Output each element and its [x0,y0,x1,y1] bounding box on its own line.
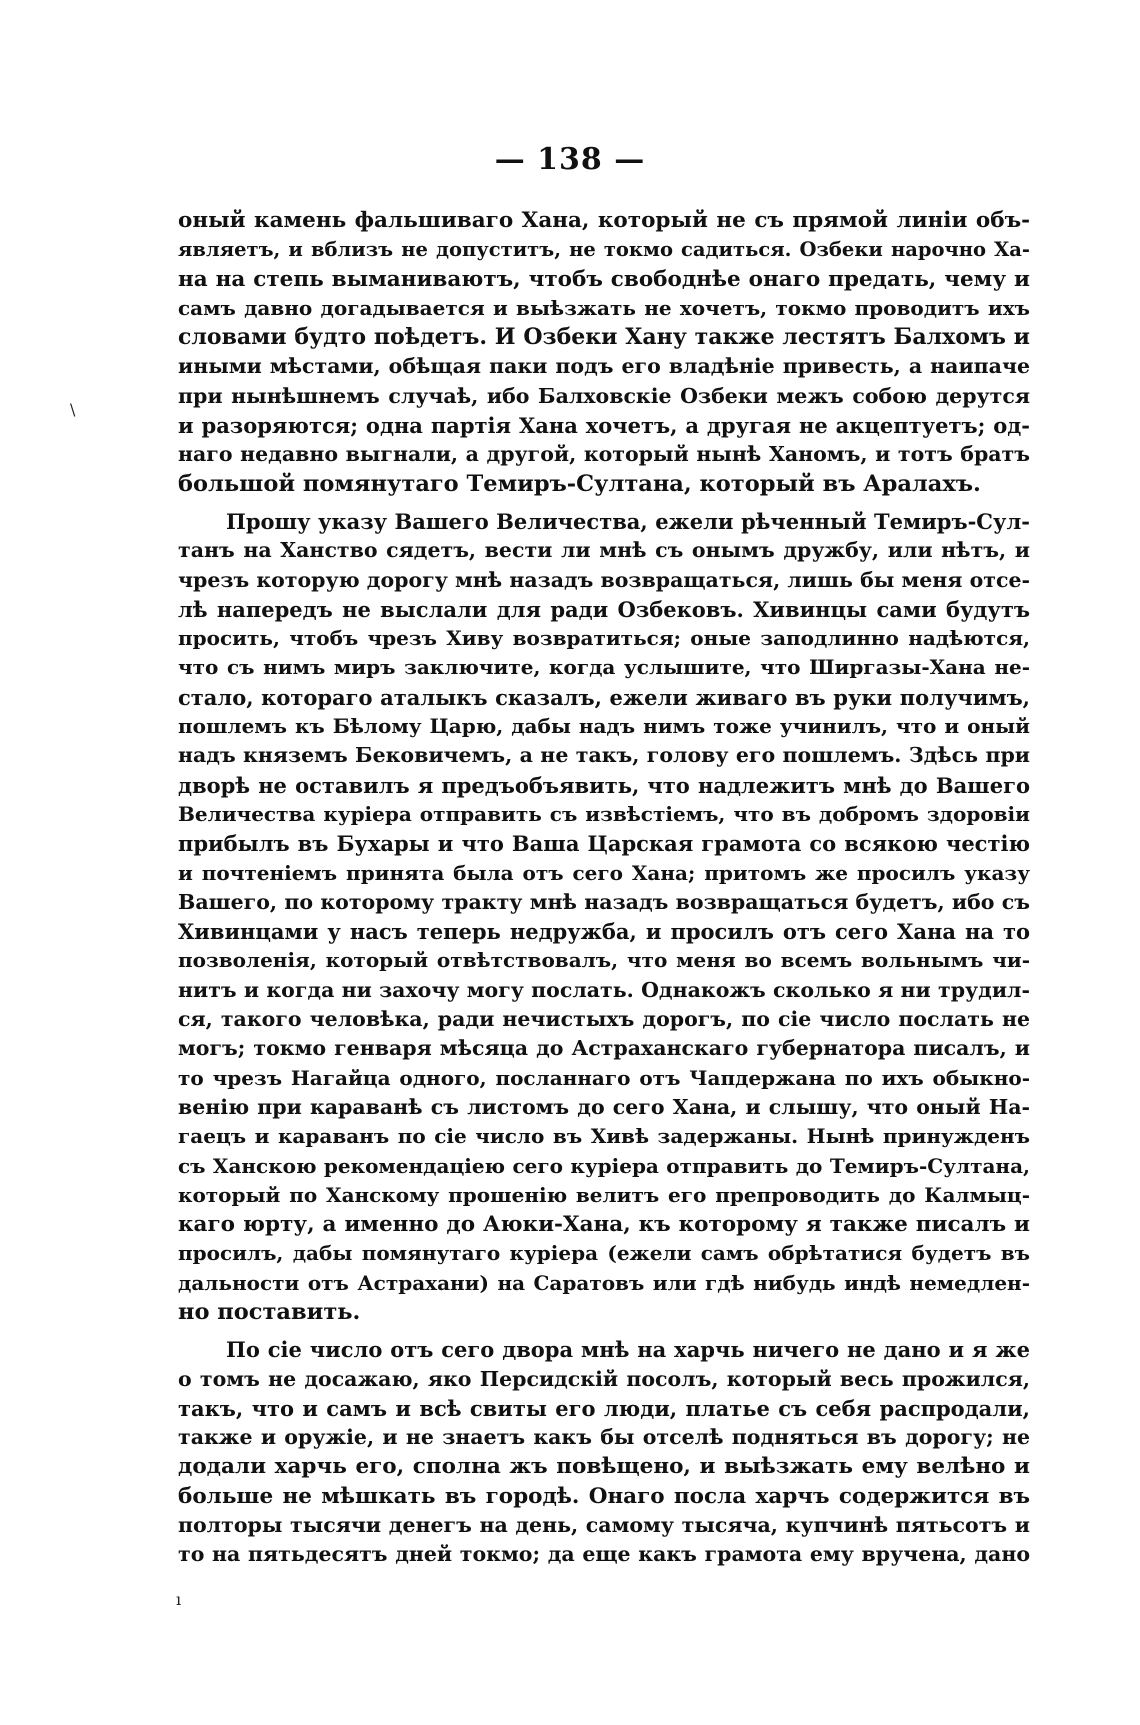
text-line: дальности отъ Астрахани) на Саратовъ или гдѣ нибудь индѣ немедлен- [178,1270,1030,1295]
text-line: ся, такого человѣка, ради нечистыхъ дорогъ, по сіе число послать не [178,1007,1030,1032]
text-line: наго недавно выгнали, а другой, который нынѣ Ханомъ, и тотъ братъ [178,442,1030,467]
text-line: надъ княземъ Бековичемъ, а не такъ, голову его пошлемъ. Здѣсь при [178,743,1030,768]
text-line: лѣ напередъ не выслали для ради Озбековъ. Хивинцы сами будутъ [178,596,1030,622]
paragraph [178,206,1030,499]
text-line: и почтеніемъ принята была отъ сего Хана; притомъ же просилъ указу [178,860,1030,885]
text-line: пошлемъ къ Бѣлому Царю, дабы надъ нимъ тоже учинилъ, что и оный [178,714,1030,739]
text-line: то чрезъ Нагайца одного, посланнаго отъ Чапдержана по ихъ обыкно- [178,1065,1030,1090]
text-line: такъ, что и самъ и всѣ свиты его люди, платье съ себя распродали, [178,1395,1030,1421]
text-line: Вашего, по которому тракту мнѣ назадъ возвращаться будетъ, ибо съ [178,889,1030,914]
margin-mark: \ [70,400,76,419]
text-line: чрезъ которую дорогу мнѣ назадъ возвращаться, лишь бы меня отсе- [178,567,1030,592]
text-line: позволенія, который отвѣтствовалъ, что меня во всемъ вольнымъ чи- [178,948,1030,973]
text-line: являетъ, и вблизъ не допуститъ, не токмо садиться. Озбеки нарочно Ха- [178,238,1030,262]
text-line: съ Ханскою рекомендаціею сего куріера отправить до Темиръ-Султана, [178,1153,1030,1178]
paragraph [178,507,1030,1327]
page-number: — 138 — [494,142,646,177]
text-line: просилъ, дабы помянутаго куріера (ежели самъ обрѣтатися будетъ въ [178,1241,1030,1266]
text-line: словами будто поѣдетъ. И Озбеки Хану также лестятъ Балхомъ и [178,324,1030,351]
text-line: дворѣ не оставилъ я предъобъявить, что надлежитъ мнѣ до Вашего [178,772,1030,798]
text-line: нитъ и когда ни захочу могу послать. Однакожъ сколько я ни трудил- [178,977,1030,1002]
text-line: иными мѣстами, обѣщая паки подъ его владѣніе привесть, а наипаче [178,354,1030,379]
text-line: гаецъ и караванъ по сіе число въ Хивѣ задержаны. Нынѣ принужденъ [178,1124,1030,1149]
paragraph-gap [178,1327,1030,1335]
text-line: но поставить. [178,1298,361,1325]
text-line: додали харчь его, сполна жъ повѣщено, и выѣзжать ему велѣно и [178,1454,1030,1480]
text-line: каго юрту, а именно до Аюки-Хана, къ которому я также писалъ и [178,1212,1030,1238]
text-line: который по Ханскому прошенію велитъ его препроводить до Калмыц- [178,1182,1030,1207]
text-line: больше не мѣшкать въ городѣ. Онаго посла харчъ содержится въ [178,1483,1030,1509]
text-line: Величества куріера отправить съ извѣстіемъ, что въ добромъ здоровіи [178,801,1030,826]
text-line: стало, котораго аталыкъ сказалъ, ежели живаго въ руки получимъ, [178,684,1030,710]
text-line: при нынѣшнемъ случаѣ, ибо Балховскіе Озбеки межъ собою дерутся [178,383,1030,408]
text-line: просить, чтобъ чрезъ Хиву возвратиться; оные заподлинно надѣются, [178,626,1030,651]
text-line: Прошу указу Вашего Величества, ежели рѣченный Темиръ-Сул- [226,508,1030,534]
text-line: венію при караванѣ съ листомъ до сего Хана, и слышу, что оный На- [178,1094,1030,1119]
text-line: на на степь выманиваютъ, чтобъ свободнѣе онаго предать, чему и [178,266,1030,292]
text-line: и разоряются; одна партія Хана хочетъ, а другая не акцептуетъ; од- [178,413,1030,439]
text-line: могъ; токмо генваря мѣсяца до Астраханскаго губернатора писалъ, и [178,1036,1030,1061]
body-text [178,206,1030,1570]
text-line: По сіе число отъ сего двора мнѣ на харчь ничего не дано и я же [226,1337,1030,1363]
text-line: большой помянутаго Темиръ-Султана, который въ Аралахъ. [178,470,981,497]
paragraph-gap [178,499,1030,507]
text-line: танъ на Ханство сядетъ, вести ли мнѣ съ онымъ дружбу, или нѣтъ, и [178,538,1030,563]
text-line: то на пятьдесятъ дней токмо; да еще какъ грамота ему вручена, дано [178,1542,1030,1567]
text-line: Хивинцами у насъ теперь недружба, и просилъ отъ сего Хана на то [178,919,1030,945]
text-line: также и оружіе, и не знаетъ какъ бы отселѣ подняться въ дорогу; не [178,1425,1030,1450]
text-line: о томъ не досажаю, яко Персидскій посолъ, который весь прожился, [178,1366,1030,1391]
margin-mark: ı [176,1590,182,1609]
text-line: самъ давно догадывается и выѣзжать не хочетъ, токмо проводитъ ихъ [178,295,1030,320]
text-line: оный камень фальшиваго Хана, который не съ прямой линіи объ- [178,208,1030,233]
text-line: что съ нимъ миръ заключите, когда услышите, что Ширгазы-Хана не- [178,655,1030,680]
paragraph [178,1335,1030,1569]
text-line: прибылъ въ Бухары и что Ваша Царская грамота со всякою честію [178,831,1030,857]
text-line: полторы тысячи денегъ на день, самому тысяча, купчинѣ пятьсотъ и [178,1513,1030,1538]
